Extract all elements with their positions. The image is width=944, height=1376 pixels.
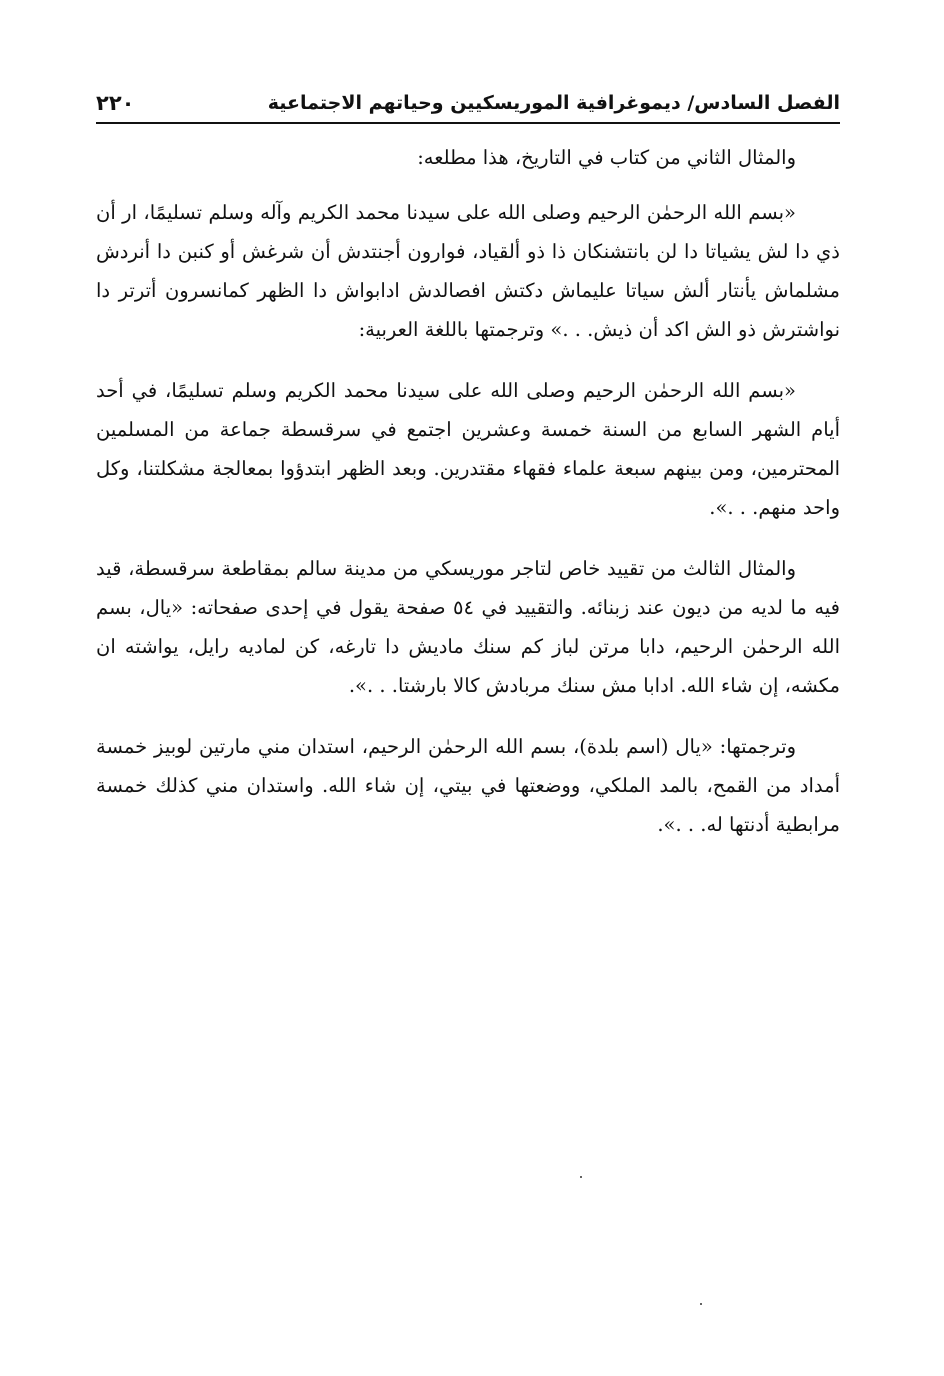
scan-speck — [580, 1176, 582, 1178]
paragraph-intro-example-two: والمثال الثاني من كتاب في التاريخ، هذا مطلعه: — [417, 146, 796, 169]
running-title: الفصل السادس/ ديموغرافية الموريسكيين وحياتهم الاجتماعية — [267, 92, 840, 114]
body-text — [96, 138, 840, 866]
paragraph-aljamiado-text-one: «بسم الله الرحمٰن الرحيم وصلى الله على سيدنا محمد الكريم وآله وسلم تسليمًا، ار أن ذي دا لش يشياتا دا لن بانتشنكان ذا ذو ألقياد، فوارون أجنتدش أن شرغش أو كنبن دا أنردش مشلماش يأنتار ألش سياتا عليماش دكتش افصالدش ادابواش دا الظهر كمانسرون أترتر دا نواشترش ذو الش اكد أن ذيش. . .» وترجمتها باللغة العربية: — [96, 201, 840, 341]
running-header — [96, 86, 840, 120]
page-number: ٢٢٠ — [96, 91, 135, 115]
paragraph-arabic-translation-one: «بسم الله الرحمٰن الرحيم وصلى الله على سيدنا محمد الكريم وسلم تسليمًا، في أحد أيام الشهر السابع من السنة خمسة وعشرين اجتمع في سرقسطة جماعة من المسلمين المحترمين، ومن بينهم سبعة علماء فقهاء مقتدرين. وبعد الظهر ابتدؤوا بمعالجة مشكلتنا، وكل واحد منهم. . .». — [96, 379, 840, 519]
header-rule — [96, 122, 840, 124]
scan-speck — [700, 1303, 702, 1305]
paragraph-arabic-translation-two: وترجمتها: «يال (اسم بلدة)، بسم الله الرحمٰن الرحيم، استدان مني مارتين لوبيز خمسة أمداد من القمح، بالمد الملكي، ووضعتها في بيتي، إن شاء الله. واستدان مني كذلك خمسة مرابطية أدنتها له. . .». — [96, 735, 840, 836]
paragraph-example-three: والمثال الثالث من تقييد خاص لتاجر موريسكي من مدينة سالم بمقاطعة سرقسطة، قيد فيه ما لديه من ديون عند زبنائه. والتقييد في ٥٤ صفحة يقول في إحدى صفحاته: «يال، بسم الله الرحمٰن الرحيم، دابا مرتن لباز كم سنك ماديش دا تارغه، كن لماديه رايل، يواشته ان مكشه، إن شاء الله. ادابا مش سنك مربادش كالا بارشتا. . .». — [96, 557, 840, 697]
